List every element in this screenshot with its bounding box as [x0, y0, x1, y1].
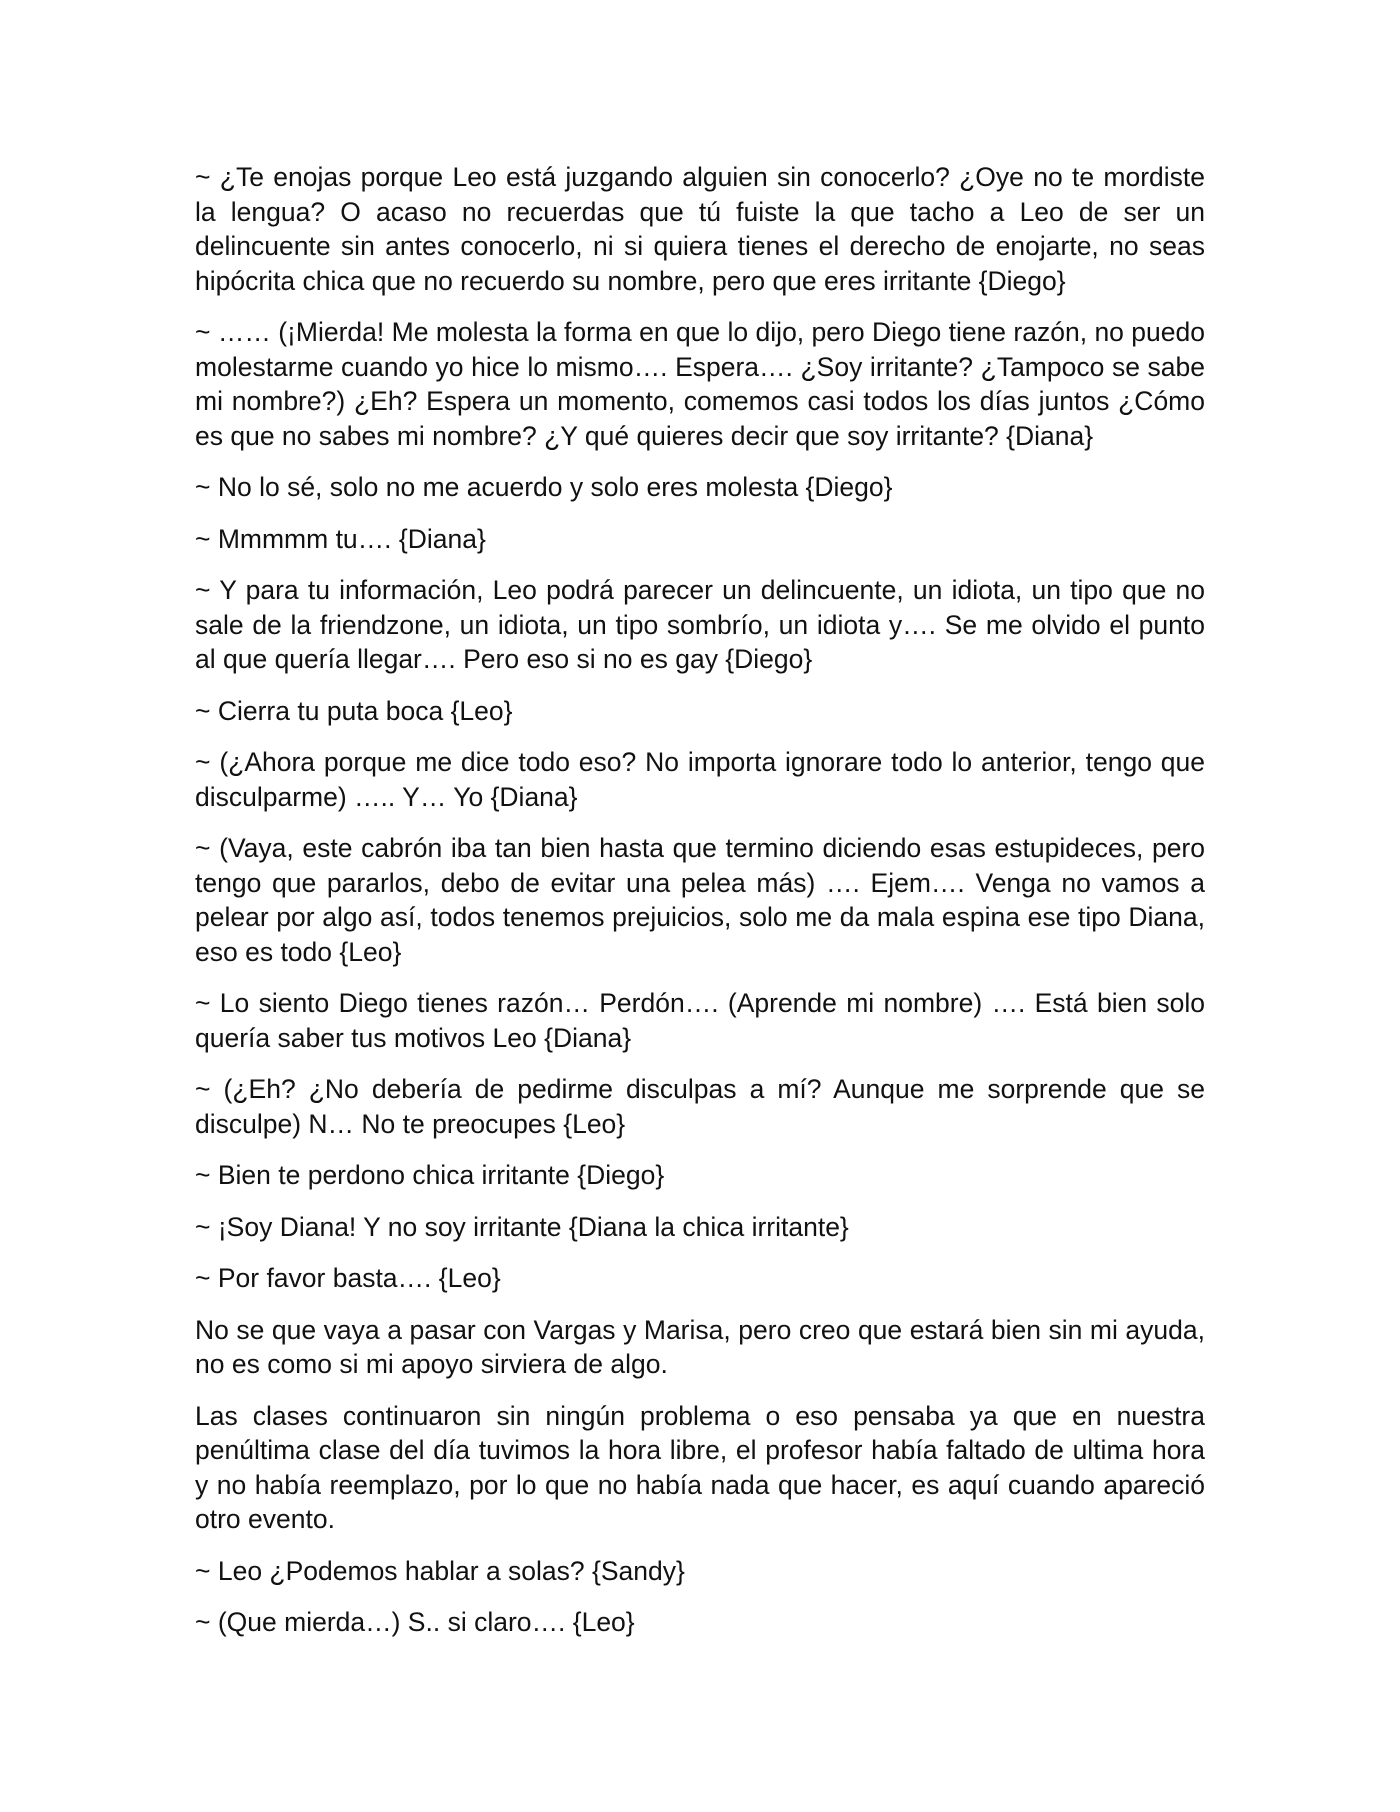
dialogue-paragraph: ~ (Que mierda…) S.. si claro…. {Leo}	[195, 1607, 635, 1637]
dialogue-paragraph: ~ Cierra tu puta boca {Leo}	[195, 695, 513, 726]
narration-paragraph: Las clases continuaron sin ningún problema o eso pensaba ya que en nuestra penúltima clase del día tuvimos la hora libre, el profesor había faltado de ultima hora y no había reemplazo, por lo que no había nada que hacer, es aquí cuando apareció otro evento.	[195, 1400, 1205, 1534]
dialogue-paragraph: ~ (Vaya, este cabrón iba tan bien hasta que termino diciendo esas estupideces, pero tengo que pararlos, debo de evitar una pelea más) …. Ejem…. Venga no vamos a pelear por algo así, todos tenemos prejuicios, solo me da mala espina ese tipo Diana, eso es todo {Leo}	[195, 833, 1205, 967]
dialogue-paragraph: ~ ¡Soy Diana! Y no soy irritante {Diana la chica irritante}	[195, 1211, 849, 1242]
dialogue-paragraph: ~ …… (¡Mierda! Me molesta la forma en que lo dijo, pero Diego tiene razón, no puedo molestarme cuando yo hice lo mismo…. Espera…. ¿Soy irritante? ¿Tampoco se sabe mi nombre?) ¿Eh? Espera un momento, comemos casi todos los días juntos ¿Cómo es que no sabes mi nombre? ¿Y qué quieres decir que soy irritante? {Diana}	[195, 317, 1205, 451]
dialogue-paragraph: ~ Mmmmm tu…. {Diana}	[195, 523, 486, 554]
dialogue-paragraph: ~ Lo siento Diego tienes razón… Perdón…. (Aprende mi nombre) …. Está bien solo quería saber tus motivos Leo {Diana}	[195, 988, 1205, 1053]
document-page	[195, 160, 1205, 1657]
dialogue-paragraph: ~ (¿Eh? ¿No debería de pedirme disculpas a mí? Aunque me sorprende que se disculpe) N… No te preocupes {Leo}	[195, 1074, 1205, 1139]
dialogue-paragraph: ~ (¿Ahora porque me dice todo eso? No importa ignorare todo lo anterior, tengo que disculparme) ….. Y… Yo {Diana}	[195, 747, 1205, 812]
narration-paragraph: No se que vaya a pasar con Vargas y Marisa, pero creo que estará bien sin mi ayuda, no es como si mi apoyo sirviera de algo.	[195, 1314, 1205, 1379]
dialogue-paragraph: ~ ¿Te enojas porque Leo está juzgando alguien sin conocerlo? ¿Oye no te mordiste la lengua? O acaso no recuerdas que tú fuiste la que tacho a Leo de ser un delincuente sin antes conocerlo, ni si quiera tienes el derecho de enojarte, no seas hipócrita chica que no recuerdo su nombre, pero que eres irritante {Diego}	[195, 162, 1205, 296]
dialogue-paragraph: ~ Y para tu información, Leo podrá parecer un delincuente, un idiota, un tipo que no sale de la friendzone, un idiota, un tipo sombrío, un idiota y…. Se me olvido el punto al que quería llegar…. Pero eso si no es gay {Diego}	[195, 575, 1205, 674]
dialogue-paragraph: ~ Bien te perdono chica irritante {Diego}	[195, 1160, 665, 1190]
dialogue-paragraph: ~ No lo sé, solo no me acuerdo y solo eres molesta {Diego}	[195, 472, 893, 502]
dialogue-paragraph: ~ Leo ¿Podemos hablar a solas? {Sandy}	[195, 1555, 685, 1586]
dialogue-paragraph: ~ Por favor basta…. {Leo}	[195, 1263, 501, 1293]
